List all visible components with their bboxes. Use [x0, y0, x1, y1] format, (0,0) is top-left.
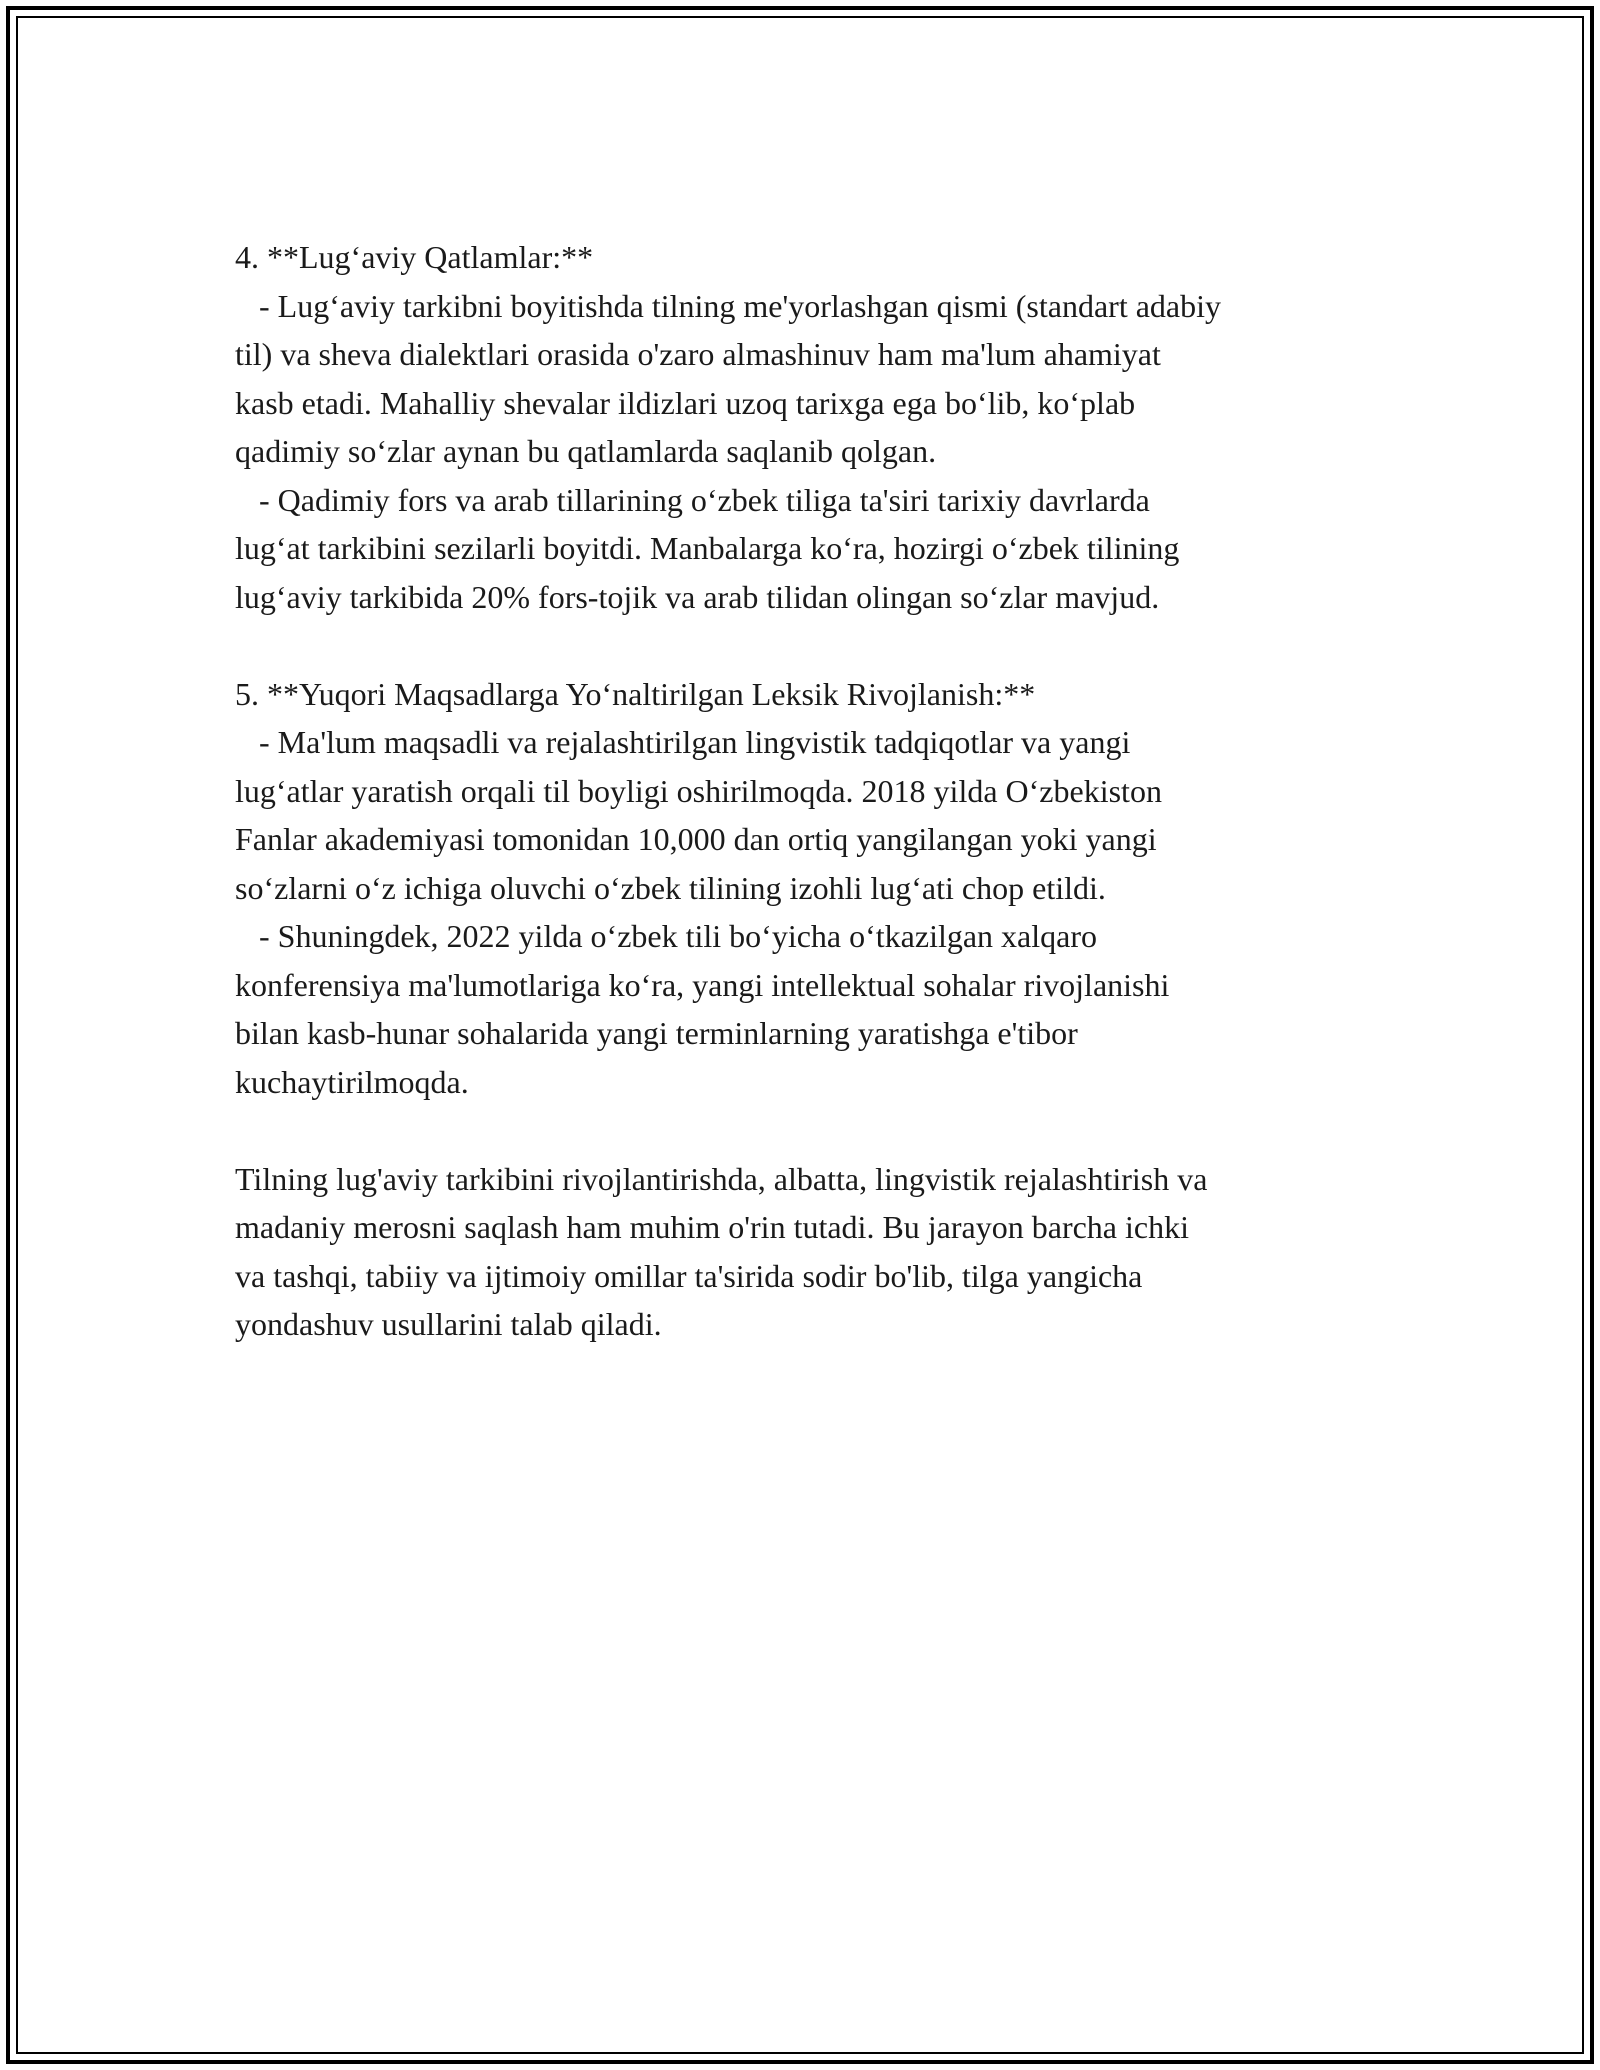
- paragraph-line: va tashqi, tabiiy va ijtimoiy omillar ta'sirida sodir bo'lib, tilga yangicha: [235, 1257, 1143, 1294]
- list-item: [235, 718, 1375, 912]
- document-body: [235, 233, 1375, 1397]
- paragraph-line: lug‘atlar yaratish orqali til boyligi oshirilmoqda. 2018 yilda O‘zbekiston: [235, 772, 1162, 809]
- conclusion-paragraph: [235, 1155, 1375, 1349]
- list-item: [235, 282, 1375, 476]
- paragraph-line: lug‘aviy tarkibida 20% fors-tojik va arab tilidan olingan so‘zlar mavjud.: [235, 578, 1160, 615]
- paragraph-line: madaniy merosni saqlash ham muhim o'rin tutadi. Bu jarayon barcha ichki: [235, 1209, 1189, 1245]
- paragraph-line: - Qadimiy fors va arab tillarining o‘zbek tiliga ta'siri tarixiy davrlarda: [235, 481, 1150, 518]
- paragraph-line: Tilning lug'aviy tarkibini rivojlantirishda, albatta, lingvistik rejalashtirish va: [235, 1160, 1208, 1197]
- paragraph-line: qadimiy so‘zlar aynan bu qatlamlarda saqlanib qolgan.: [235, 433, 937, 469]
- section-heading: 4. **Lug‘aviy Qatlamlar:**: [235, 239, 594, 275]
- paragraph-line: Fanlar akademiyasi tomonidan 10,000 dan ortiq yangilangan yoki yangi: [235, 821, 1157, 857]
- paragraph-line: - Ma'lum maqsadli va rejalashtirilgan lingvistik tadqiqotlar va yangi: [235, 724, 1131, 760]
- paragraph-line: bilan kasb-hunar sohalarida yangi terminlarning yaratishga e'tibor: [235, 1015, 1078, 1051]
- paragraph-line: konferensiya ma'lumotlariga ko‘ra, yangi intellektual sohalar rivojlanishi: [235, 966, 1170, 1003]
- paragraph-line: so‘zlarni o‘z ichiga oluvchi o‘zbek tilining izohli lug‘ati chop etildi.: [235, 869, 1106, 906]
- section-lexical-layers: [235, 233, 1375, 621]
- paragraph-line: - Shuningdek, 2022 yilda o‘zbek tili bo‘yicha o‘tkazilgan xalqaro: [235, 918, 1097, 954]
- paragraph-line: kasb etadi. Mahalliy shevalar ildizlari uzoq tarixga ega bo‘lib, ko‘plab: [235, 384, 1136, 421]
- paragraph-line: kuchaytirilmoqda.: [235, 1063, 469, 1100]
- list-item: [235, 912, 1375, 1106]
- paragraph-line: yondashuv usullarini talab qiladi.: [235, 1306, 662, 1342]
- list-item: [235, 476, 1375, 622]
- section-heading: 5. **Yuqori Maqsadlarga Yo‘naltirilgan Leksik Rivojlanish:**: [235, 675, 1036, 712]
- paragraph-line: - Lug‘aviy tarkibni boyitishda tilning me'yorlashgan qismi (standart adabiy: [235, 287, 1222, 324]
- section-lexical-development: [235, 670, 1375, 1107]
- paragraph-line: lug‘at tarkibini sezilarli boyitdi. Manbalarga ko‘ra, hozirgi o‘zbek tilining: [235, 530, 1180, 566]
- paragraph-line: til) va sheva dialektlari orasida o'zaro almashinuv ham ma'lum ahamiyat: [235, 336, 1161, 372]
